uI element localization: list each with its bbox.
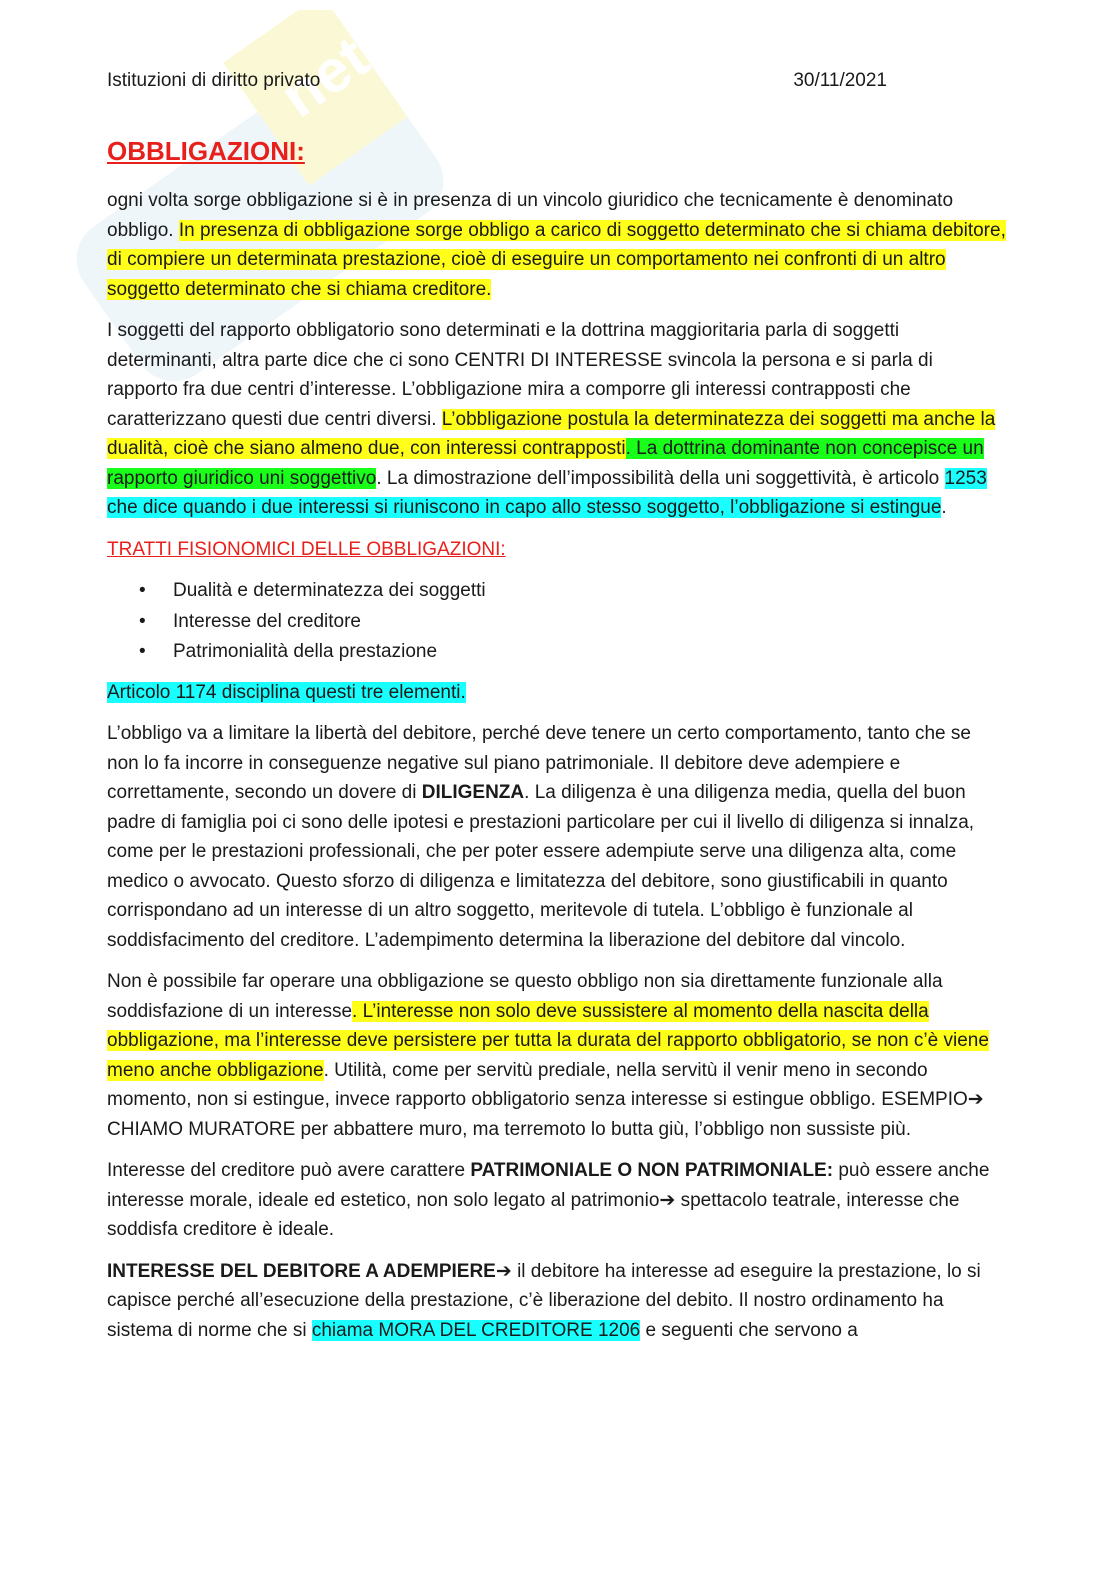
list-item: • Patrimonialità della prestazione xyxy=(173,637,1007,668)
document-body xyxy=(107,186,1007,1357)
p2-highlight-green: . La dottrina dominante non concepisce un rapporto giuridico uni soggettivo xyxy=(107,438,984,489)
list-item: • Dualità e determinatezza dei soggetti xyxy=(173,576,1007,607)
traits-list xyxy=(107,576,1007,668)
p6-text-2: e seguenti che servono a xyxy=(640,1319,858,1341)
paragraph-3 xyxy=(107,719,1007,955)
p2-text-2: . La dimostrazione dell’impossibilità della uni soggettività, è articolo xyxy=(376,467,945,489)
p1-highlight: In presenza di obbligazione sorge obbligo a carico di soggetto determinato che si chiama debitore, di compiere un determinata prestazione, cioè di eseguire un comportamento nei confronti di un altro soggetto determinato che si chiama creditore. xyxy=(107,219,1006,300)
p2-highlight-yellow: L’obbligazione postula la determinatezza dei soggetti ma anche la dualità, cioè che siano almeno due, con interessi contrapposti xyxy=(107,408,996,459)
paragraph-5 xyxy=(107,1156,1007,1245)
traits-heading: TRATTI FISIONOMICI DELLE OBBLIGAZIONI: xyxy=(107,538,506,560)
p6-highlight: chiama MORA DEL CREDITORE 1206 xyxy=(311,1319,641,1341)
page-title: OBBLIGAZIONI: xyxy=(107,136,305,166)
p6-text: il debitore ha interesse ad eseguire la prestazione, lo si capisce perché all’esecuzione della prestazione, c’è liberazione del debito. Il nostro ordinamento ha sistema di norme che si xyxy=(107,1260,981,1341)
p2-text: I soggetti del rapporto obbligatorio sono determinati e la dottrina maggioritaria parla di soggetti determinanti, altra parte dice che ci sono CENTRI DI INTERESSE svincola la persona e si parla di rapporto fra due centri d’interesse. L’obbligazione mira a comporre gli interessi contrapposti che caratterizzano questi due centri diversi. xyxy=(107,320,933,430)
arrow-icon: ➔ xyxy=(495,1260,512,1282)
paragraph-4 xyxy=(107,967,1007,1144)
paragraph-1 xyxy=(107,186,1007,304)
p5-text-3: spettacolo teatrale, interesse che soddisfa creditore è ideale. xyxy=(107,1189,960,1240)
p2-text-end: . xyxy=(941,497,947,518)
document-date: 30/11/2021 xyxy=(793,70,887,91)
course-name: Istituzioni di diritto privato xyxy=(107,70,321,91)
p5-text: Interesse del creditore può avere carattere xyxy=(107,1160,471,1181)
p3-bold: DILIGENZA xyxy=(421,782,525,803)
p5-text-2: può essere anche interesse morale, ideale ed estetico, non solo legato al patrimonio xyxy=(107,1160,990,1211)
arrow-icon: ➔ xyxy=(967,1089,984,1110)
p4-text-2: . Utilità, come per servitù prediale, nella servitù il venir meno in secondo momento, non si estingue, invece rapporto obbligatorio senza interesse si estingue obbligo. ESEMPIO xyxy=(107,1059,968,1110)
paragraph-2 xyxy=(107,316,1007,523)
arrow-icon: ➔ xyxy=(659,1189,676,1211)
article-highlight: Articolo 1174 disciplina questi tre elementi. xyxy=(107,681,466,703)
article-note xyxy=(107,678,1007,708)
p1-text: ogni volta sorge obbligazione si è in presenza di un vincolo giuridico che tecnicamente è denominato obbligo. xyxy=(107,190,954,241)
p3-text-2: . La diligenza è una diligenza media, quella del buon padre di famiglia poi ci sono delle ipotesi e prestazioni particolare per cui il livello di diligenza si innalza, come per le prestazioni professionali, che per poter essere adempiute serve una diligenza alta, come medico o avvocato. Questo sforzo di diligenza e limitatezza del debitore, sono giustificabili in quanto corrispondano ad un interesse di un altro soggetto, meritevole di tutela. L’obbligo è funzionale al soddisfacimento del creditore. L’adempimento determina la liberazione del debitore dal vincolo. xyxy=(107,782,975,951)
p6-bold: INTERESSE DEL DEBITORE A ADEMPIERE xyxy=(107,1260,496,1282)
p2-highlight-cyan: 1253 che dice quando i due interessi si riuniscono in capo allo stesso soggetto, l’obbligazione si estingue xyxy=(107,467,987,518)
list-item: • Interesse del creditore xyxy=(173,607,1007,638)
p5-bold: PATRIMONIALE O NON PATRIMONIALE: xyxy=(470,1160,834,1181)
paragraph-6 xyxy=(107,1257,1007,1346)
p4-text: Non è possibile far operare una obbligazione se questo obbligo non sia direttamente funzionale alla soddisfazione di un interesse xyxy=(107,971,943,1022)
p3-text: L’obbligo va a limitare la libertà del debitore, perché deve tenere un certo comportamento, tanto che se non lo fa incorre in conseguenze negative sul piano patrimoniale. Il debitore deve adempiere e correttamente, secondo un dovere di xyxy=(107,723,971,803)
p4-highlight: . L’interesse non solo deve sussistere al momento della nascita della obbligazione, ma l’interesse deve persistere per tutta la durata del rapporto obbligatorio, se non c’è viene meno anche obbligazione xyxy=(107,1000,989,1081)
p4-text-3: CHIAMO MURATORE per abbattere muro, ma terremoto lo butta giù, l’obbligo non sussiste più. xyxy=(107,1118,911,1140)
watermark-text: net xyxy=(268,23,381,130)
page-header xyxy=(107,70,887,92)
